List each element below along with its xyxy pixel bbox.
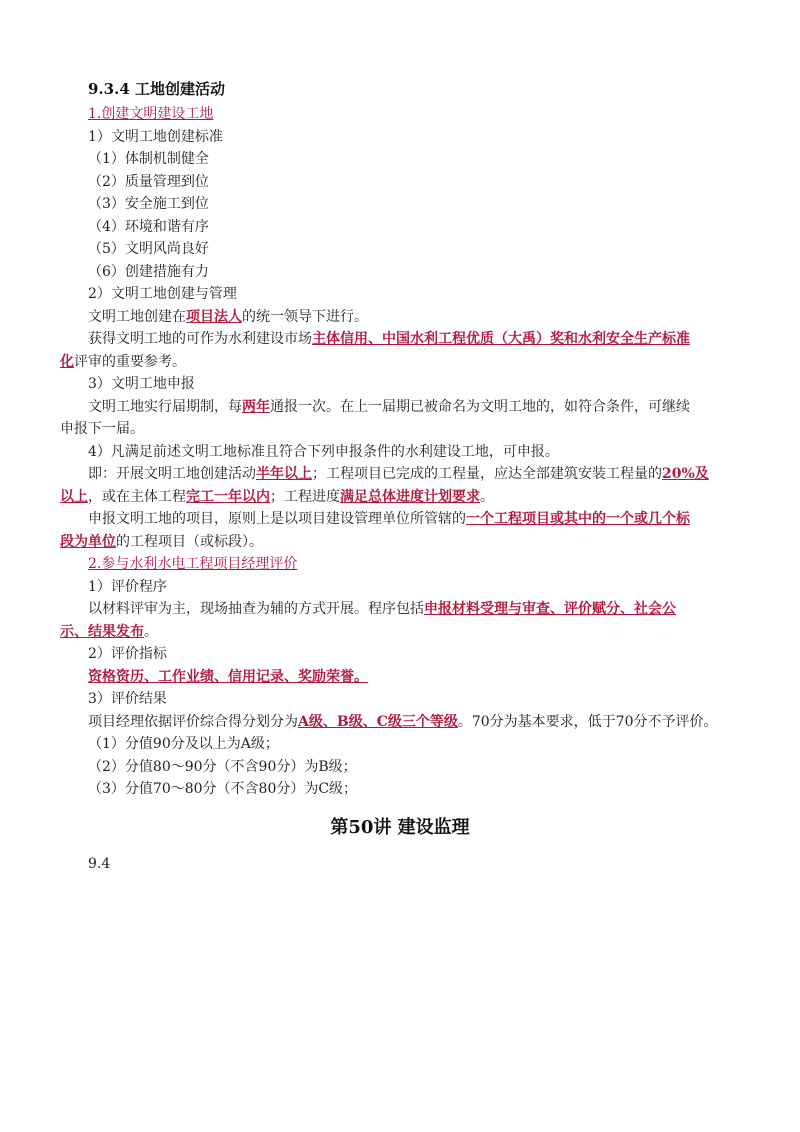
- paragraph-2-line-2: [60, 351, 186, 374]
- text: 的工程项目（或标段）。: [116, 534, 263, 550]
- text: 。: [144, 624, 158, 640]
- section-1-title: 1.创建文明建设工地: [88, 106, 214, 122]
- paragraph-2-line-1: [88, 328, 690, 351]
- text: 以材料评审为主，现场抽查为辅的方式开展。程序包括: [88, 601, 424, 617]
- highlight: 示、结果发布: [60, 624, 144, 640]
- highlight: 申报材料受理与审查、评价赋分、社会公: [424, 601, 676, 617]
- lecture-title: 第50讲 建设监理: [330, 817, 470, 838]
- grade-item: （1）分值90分及以上为A级；: [88, 736, 279, 752]
- highlight: 满足总体进度计划要求: [340, 489, 480, 505]
- paragraph-6-line-2: [60, 621, 158, 644]
- highlight: A级、B级、C级三个等级: [298, 714, 458, 730]
- paragraph-4-line-2: [60, 486, 494, 509]
- paragraph-6-line-1: [88, 598, 676, 621]
- text: 即：开展文明工地创建活动: [88, 466, 256, 482]
- standard-item: （2）质量管理到位: [88, 174, 209, 190]
- paragraph-8: [88, 711, 717, 734]
- highlight: 两年: [242, 399, 270, 415]
- highlight: 完工一年以内: [186, 489, 270, 505]
- evaluation-indicators: 资格资历、工作业绩、信用记录、奖励荣誉。: [88, 669, 368, 685]
- highlight: 主体信用、中国水利工程优质（大禹）奖和水利安全生产标准: [312, 331, 690, 347]
- text: 获得文明工地的可作为水利建设市场: [88, 331, 312, 347]
- paragraph-4-line-1: [88, 463, 709, 486]
- paragraph-5-line-1: [88, 508, 690, 531]
- next-section-number: 9.4: [88, 856, 111, 872]
- text: ；工程项目已完成的工程量，应达全部建筑安装工程量的: [312, 466, 662, 482]
- subsection-1-1: 1）文明工地创建标准: [88, 129, 223, 145]
- text: 。: [480, 489, 494, 505]
- standard-item: （3）安全施工到位: [88, 196, 209, 212]
- subsection-1-4: 4）凡满足前述文明工地标准且符合下列申报条件的水利建设工地，可申报。: [88, 444, 559, 460]
- highlight: 项目法人: [186, 309, 242, 325]
- paragraph-3-line-2: 申报下一届。: [60, 421, 144, 437]
- standard-item: （6）创建措施有力: [88, 264, 209, 280]
- paragraph-5-line-2: [60, 531, 263, 554]
- subsection-2-2: 2）评价指标: [88, 646, 167, 662]
- highlight: 一个工程项目或其中的一个或几个标: [466, 511, 690, 527]
- text: 评审的重要参考。: [74, 354, 186, 370]
- text: 申报文明工地的项目，原则上是以项目建设管理单位所管辖的: [88, 511, 466, 527]
- subsection-2-3: 3）评价结果: [88, 691, 167, 707]
- grade-item: （2）分值80～90分（不含90分）为B级；: [88, 759, 357, 775]
- text: 文明工地创建在: [88, 309, 186, 325]
- text: 文明工地实行届期制，每: [88, 399, 242, 415]
- standard-item: （5）文明风尚良好: [88, 241, 209, 257]
- highlight: 半年以上: [256, 466, 312, 482]
- standard-item: （4）环境和谐有序: [88, 219, 209, 235]
- text: ，或在主体工程: [88, 489, 186, 505]
- highlight: 以上: [60, 489, 88, 505]
- text: 通报一次。在上一届期已被命名为文明工地的，如符合条件，可继续: [270, 399, 690, 415]
- standard-item: （1）体制机制健全: [88, 151, 209, 167]
- section-2-title: 2.参与水利水电工程项目经理评价: [88, 556, 298, 572]
- paragraph-3-line-1: [88, 396, 690, 419]
- text: ；工程进度: [270, 489, 340, 505]
- text: 的统一领导下进行。: [242, 309, 368, 325]
- highlight: 段为单位: [60, 534, 116, 550]
- subsection-2-1: 1）评价程序: [88, 579, 167, 595]
- grade-item: （3）分值70～80分（不含80分）为C级；: [88, 781, 358, 797]
- section-heading: 9.3.4 工地创建活动: [88, 80, 225, 98]
- subsection-1-3: 3）文明工地申报: [88, 376, 195, 392]
- text: 项目经理依据评价综合得分划分为: [88, 714, 298, 730]
- paragraph-1: [88, 306, 368, 329]
- text: 。70分为基本要求，低于70分不予评价。: [457, 714, 718, 730]
- subsection-1-2: 2）文明工地创建与管理: [88, 286, 237, 302]
- highlight: 化: [60, 354, 74, 370]
- highlight: 20%及: [662, 466, 709, 482]
